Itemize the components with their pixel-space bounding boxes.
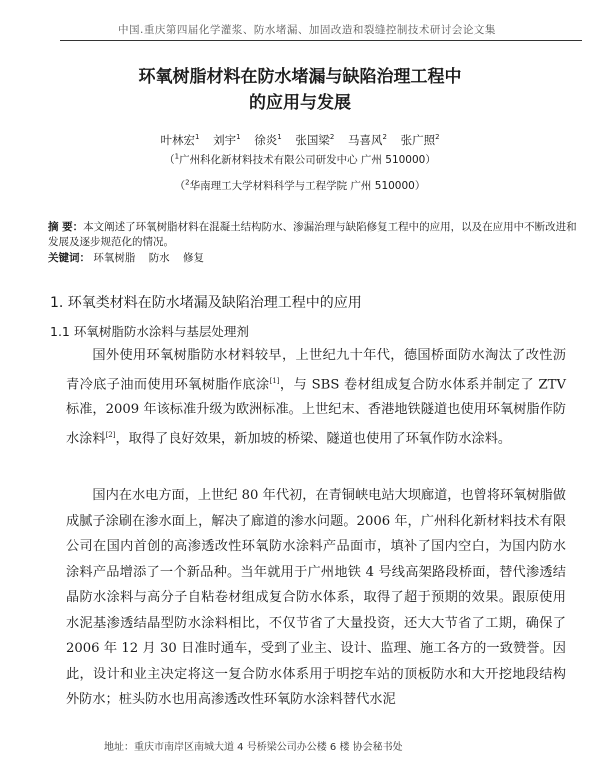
keyword: 修复	[183, 252, 205, 264]
abstract-label: 摘 要：	[48, 221, 84, 233]
keyword: 环氧树脂	[93, 252, 136, 264]
abstract-text: 本文阐述了环氧树脂材料在混凝土结构防水、渗漏治理与缺陷修复工程中的应用，以及在应用中不断改进和发展及逐步规范化的情况。	[48, 221, 577, 248]
affiliation-2: （$^2$华南理工大学材料科学与工程学院 广州 510000）	[174, 178, 426, 192]
paper-title-line1: 环氧树脂材料在防水堵漏与缺陷治理工程中	[138, 67, 462, 87]
affiliation-1: （$^1$广州科化新材料技术有限公司研发中心 广州 510000）	[164, 152, 436, 166]
section-heading-1: 1. 环氧类材料在防水堵漏及缺陷治理工程中的应用	[50, 295, 362, 311]
author-3: 徐炎$^1$	[254, 133, 282, 147]
citation-2: [2]	[105, 430, 116, 439]
author-5: 马喜风$^2$	[347, 133, 387, 147]
author-list	[0, 132, 600, 148]
abstract	[48, 220, 580, 250]
paragraph-1: 国外使用环氧树脂防水材料较早，上世纪九十年代，德国桥面防水淘汰了改性沥青冷底子油而使用环氧树脂作底涂[1]，与 SBS 卷材组成复合防水体系并制定了 ZTV 标准，2009 年该标准升级为欧洲标准。上世纪末、香港地铁隧道也使用环氧树脂作防水涂料[2]，取得了良好效果，新加坡的桥梁、隧道也使用了环氧作防水涂料。	[66, 348, 566, 447]
author-4: 张国梁$^2$	[295, 133, 335, 147]
author-2: 刘宇$^1$	[213, 133, 241, 147]
subsection-heading-1-1: 1.1 环氧树脂防水涂料与基层处理剂	[50, 324, 249, 339]
keywords-label: 关键词：	[48, 252, 90, 264]
page-footer: 地址：重庆市南岸区南城大道 4 号桥梁公司办公楼 6 楼 协会秘书处	[104, 742, 403, 753]
author-6: 张广照$^2$	[400, 133, 440, 147]
running-head: 中国.重庆第四届化学灌浆、防水堵漏、加固改造和裂缝控制技术研讨会论文集	[118, 24, 496, 36]
citation-1: [1]	[269, 376, 280, 385]
paragraph-2: 国内在水电方面，上世纪 80 年代初，在青铜峡电站大坝廊道，也曾将环氧树脂做成腻子涂刷在渗水面上，解决了廊道的渗水问题。2006 年，广州科化新材料技术有限公司在国内首创的高渗透改性环氧防水涂料产品面市，填补了国内空白，为国内防水涂料产品增添了一个新品种。当年就用于广州地铁 4 号线高架路段桥面，替代渗透结晶防水涂料与高分子自粘卷材组成复合防水体系，取得了超于预期的效果。跟原使用水泥基渗透结晶型防水涂料相比，不仅节省了大量投资，还大大节省了工期，确保了 2006 年 12 月 30 日准时通车，受到了业主、设计、监理、施工各方的一致赞誉。因此，设计和业主决定将这一复合防水体系用于明挖车站的顶板防水和大开挖地段结构外防水；桩头防水也用高渗透改性环氧防水涂料替代水泥	[66, 488, 566, 707]
author-1: 叶林宏$^1$	[160, 133, 200, 147]
paper-title-line2: 的应用与发展	[249, 93, 351, 113]
keywords	[48, 250, 580, 265]
header-rule	[60, 40, 582, 41]
keyword: 防水	[148, 252, 170, 264]
